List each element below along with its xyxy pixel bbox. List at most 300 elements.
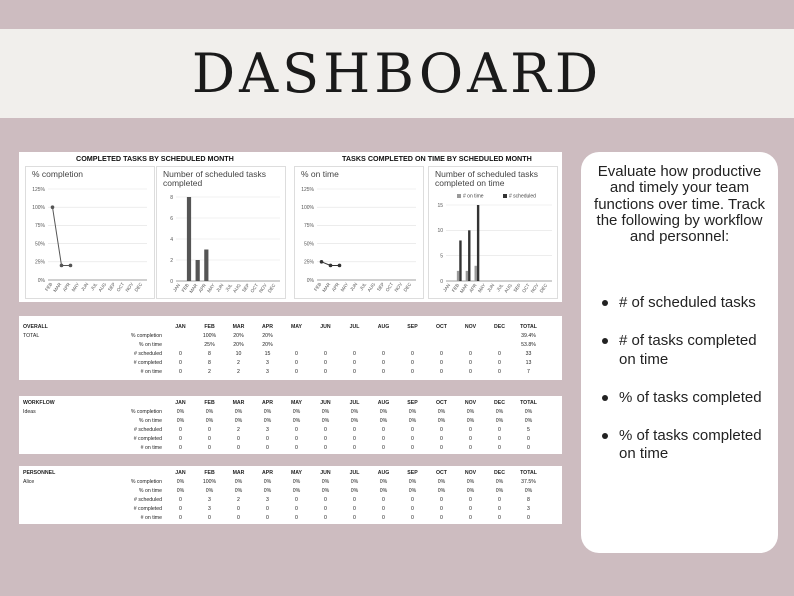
table-cell: 0 [382, 444, 385, 451]
table-cell: 2 [237, 497, 240, 504]
table-cell: 0 [179, 506, 182, 512]
table-cell: 0% [466, 418, 475, 425]
y-tick-label: 100% [301, 205, 314, 211]
table-cell: 0 [295, 506, 298, 512]
info-bullet-text: # of scheduled tasks [619, 294, 756, 311]
x-tick-label: JUL [224, 282, 234, 293]
x-tick-label: JUN [349, 281, 359, 292]
table-cell: 0 [353, 360, 356, 366]
table-cell: 0% [437, 409, 446, 416]
table-cell [166, 341, 195, 350]
table-cell [427, 341, 456, 350]
table-cell: 0% [437, 418, 446, 425]
table-cell: 0% [321, 479, 330, 486]
table-cell: 0 [411, 351, 414, 358]
table-cell: 0 [498, 368, 501, 375]
table-cell: 0 [295, 436, 298, 442]
table-cell: 0% [408, 409, 417, 416]
table-cell: 0 [179, 351, 182, 358]
info-bullet-list [581, 294, 771, 483]
bar [457, 271, 459, 281]
bullet-dot-icon [602, 338, 608, 344]
table-cell: 0 [382, 514, 385, 521]
table-cell: 0 [324, 368, 327, 375]
table-cell: 0% [234, 479, 243, 486]
y-tick-label: 125% [32, 186, 45, 193]
series-line [53, 207, 71, 265]
row-group-spacer [23, 435, 128, 444]
table-cell: 0 [295, 497, 298, 504]
month-header: JAN [175, 324, 186, 331]
month-header: SEP [407, 470, 418, 477]
table-row [23, 435, 543, 444]
table-cell: 0% [466, 409, 475, 416]
row-group-spacer [23, 513, 128, 522]
table-row [23, 332, 543, 341]
row-group-spacer [23, 426, 128, 435]
row-group-name: TOTAL [23, 333, 40, 340]
table-cell: 0 [179, 368, 182, 375]
table-cell: 0% [292, 409, 301, 416]
total-cell: 0 [527, 444, 530, 451]
x-tick-label: NOV [529, 282, 540, 294]
table-row [23, 478, 543, 487]
x-tick-label: JUN [215, 282, 225, 293]
table-cell: 0% [495, 479, 504, 486]
bar [466, 271, 468, 281]
table-cell: 0 [295, 444, 298, 451]
table-cell: 0 [324, 506, 327, 512]
table-cell: 0% [379, 409, 388, 416]
table-header-row [23, 323, 543, 332]
x-tick-label: OCT [249, 282, 260, 294]
x-tick-label: MAY [70, 281, 81, 293]
table-cell: 0 [498, 351, 501, 358]
x-tick-label: DEC [538, 282, 549, 294]
table-cell: 0 [266, 444, 269, 451]
month-header: OCT [436, 400, 447, 407]
metric-label: # completed [133, 506, 162, 512]
row-group-name: Ideas [23, 409, 36, 416]
on-time-rate-plot [295, 167, 423, 298]
table-cell: 100% [202, 479, 217, 486]
table-cell: 0 [237, 514, 240, 521]
table-header-row [23, 399, 543, 408]
bullet-dot-icon [602, 300, 608, 306]
x-tick-label: JUL [358, 281, 368, 292]
x-tick-label: SEP [241, 282, 251, 294]
table-cell: 0 [440, 427, 443, 434]
table-cell: 0% [350, 418, 359, 425]
table-cell: 0 [440, 444, 443, 451]
table-row [23, 505, 543, 514]
table-cell: 0% [350, 479, 359, 486]
on-time-tasks-plot [429, 167, 557, 298]
bullet-dot-icon [602, 395, 608, 401]
table-cell: 0 [440, 514, 443, 521]
x-tick-label: JUL [89, 281, 99, 292]
total-cell: 13 [525, 360, 532, 366]
table-cell: 0% [350, 488, 359, 495]
table-cell [340, 332, 369, 341]
total-cell: 0% [524, 409, 533, 416]
table-cell: 0% [176, 479, 185, 486]
month-header: APR [262, 470, 273, 477]
table-cell: 0% [292, 418, 301, 425]
row-group-spacer [23, 496, 128, 505]
legend-swatch [503, 194, 507, 198]
chart-title: % completion [32, 169, 84, 179]
month-header: JUN [320, 324, 331, 331]
metric-label: # scheduled [134, 351, 162, 358]
total-cell: 3 [527, 506, 530, 512]
info-bullet [581, 389, 771, 408]
section-label: PERSONNEL [23, 470, 56, 477]
total-cell: 53.8% [521, 342, 536, 349]
table-cell: 0 [382, 351, 385, 358]
x-tick-label: MAR [321, 281, 332, 293]
table-cell: 2 [237, 427, 240, 434]
month-header: JAN [175, 400, 186, 407]
header-spacer [128, 323, 166, 332]
total-cell: 5 [527, 427, 530, 434]
table-cell: 0% [292, 488, 301, 495]
bullet-dot-icon [602, 433, 608, 439]
on-time-tasks-chart [428, 166, 558, 299]
table-cell: 0 [179, 436, 182, 442]
x-tick-label: SEP [512, 282, 522, 294]
table-cell: 0% [466, 479, 475, 486]
bar [475, 266, 477, 281]
metric-label: # scheduled [134, 427, 162, 434]
x-tick-label: JAN [442, 282, 452, 293]
total-cell: 39.4% [521, 333, 536, 340]
x-tick-label: AUG [503, 282, 514, 294]
table-cell: 0 [382, 506, 385, 512]
metric-label: % on time [138, 418, 162, 425]
metric-label: # on time [140, 514, 162, 521]
row-group-spacer [23, 443, 128, 452]
table-cell: 0 [498, 427, 501, 434]
table-cell: 0% [408, 488, 417, 495]
table-cell: 10 [235, 351, 242, 358]
table-cell: 0% [176, 418, 185, 425]
x-tick-label: JUN [486, 282, 496, 293]
table-cell: 0% [263, 479, 272, 486]
page-title: DASHBOARD [191, 42, 603, 105]
month-header: NOV [464, 324, 477, 331]
metric-label: % completion [130, 409, 162, 416]
table-cell: 0 [324, 497, 327, 504]
row-group-spacer [23, 350, 128, 359]
y-tick-label: 75% [303, 223, 314, 230]
legend-label: # scheduled [509, 193, 536, 200]
info-bullet-text: % of tasks completed [619, 388, 762, 406]
table-cell: 0 [498, 436, 501, 442]
x-tick-label: AUG [232, 282, 242, 294]
table-cell: 0 [382, 497, 385, 504]
table-cell [456, 341, 485, 350]
bar [459, 240, 461, 281]
table-cell: 0% [205, 418, 214, 425]
section-label: OVERALL [23, 324, 48, 331]
table-cell: 0 [353, 368, 356, 375]
table-cell: 0 [353, 436, 356, 442]
table-cell: 0 [179, 360, 182, 366]
table-cell: 100% [202, 333, 217, 340]
y-tick-label: 15 [437, 202, 443, 209]
total-cell: 0 [527, 514, 530, 521]
month-header: APR [262, 324, 273, 331]
table-cell: 0% [408, 479, 417, 486]
table-cell: 0% [234, 409, 243, 416]
month-header: AUG [377, 400, 390, 407]
x-tick-label: APR [197, 282, 208, 294]
table-cell: 3 [266, 427, 269, 434]
table-cell: 0% [408, 418, 417, 425]
table-cell: 0 [382, 368, 385, 375]
table-cell: 0 [208, 436, 211, 442]
x-tick-label: FEB [180, 282, 190, 293]
data-point [329, 264, 333, 268]
table-cell: 0 [411, 506, 414, 512]
table-cell: 0% [495, 488, 504, 495]
month-header: JUN [320, 400, 331, 407]
header-spacer [128, 399, 166, 408]
table-cell: 0% [321, 488, 330, 495]
table-cell: 0% [437, 479, 446, 486]
x-tick-label: NOV [393, 281, 404, 293]
row-group-spacer [23, 367, 128, 376]
title-banner [0, 29, 794, 118]
completion-rate-chart [25, 166, 155, 299]
month-header: MAY [290, 324, 303, 331]
x-tick-label: APR [468, 282, 478, 294]
info-bullet [581, 427, 771, 464]
y-tick-label: 125% [301, 186, 314, 193]
metric-label: % on time [138, 488, 162, 495]
table-cell: 0 [469, 368, 472, 375]
month-header: FEB [204, 470, 215, 477]
table-cell: 0 [440, 351, 443, 358]
x-tick-label: JUL [495, 282, 505, 293]
table-cell: 0 [411, 427, 414, 434]
y-tick-label: 2 [170, 257, 173, 264]
x-tick-label: AUG [366, 281, 377, 293]
month-header: SEP [407, 324, 418, 331]
x-tick-label: MAY [206, 282, 216, 294]
x-tick-label: JAN [172, 282, 182, 293]
total-cell: 37.5% [521, 479, 536, 486]
table-cell: 2 [237, 368, 240, 375]
table-cell [282, 332, 311, 341]
data-point [320, 260, 324, 264]
month-header: DEC [494, 324, 505, 331]
table-row [23, 443, 543, 452]
table-cell: 0 [324, 427, 327, 434]
table-cell: 0 [498, 497, 501, 504]
table-cell [398, 341, 427, 350]
month-header: DEC [494, 400, 505, 407]
x-tick-label: DEC [133, 281, 144, 293]
table-cell: 0 [237, 436, 240, 442]
table-cell: 0% [234, 418, 243, 425]
table-row [23, 408, 543, 417]
month-header: JUL [349, 324, 360, 331]
table-cell: 0 [440, 506, 443, 512]
legend-swatch [457, 194, 461, 198]
month-header: JAN [175, 470, 186, 477]
table-cell: 0% [495, 418, 504, 425]
table-cell: 0 [440, 497, 443, 504]
x-tick-label: MAR [458, 282, 469, 294]
table-cell: 0 [295, 514, 298, 521]
x-tick-label: FEB [450, 282, 461, 293]
row-group-spacer [23, 417, 128, 426]
x-tick-label: FEB [44, 281, 54, 292]
month-header: JUL [349, 470, 360, 477]
table-cell: 0 [440, 436, 443, 442]
table-cell: 0 [498, 506, 501, 512]
table-row [23, 496, 543, 505]
info-card [581, 152, 778, 553]
month-header: MAR [232, 470, 245, 477]
table-row [23, 417, 543, 426]
table-cell [311, 341, 340, 350]
table-cell: 0 [266, 436, 269, 442]
info-intro: Evaluate how productive and timely your team functions over time. Track the following by workflow and personnel: [594, 163, 765, 246]
table-cell: 0 [179, 497, 182, 504]
table-cell: 0 [208, 427, 211, 434]
y-tick-label: 6 [170, 215, 173, 222]
table-cell: 0 [498, 514, 501, 521]
y-tick-label: 75% [34, 223, 45, 230]
month-header: DEC [494, 470, 505, 477]
table-cell [166, 332, 195, 341]
table-cell [369, 332, 398, 341]
table-row [23, 487, 543, 496]
table-cell: 0 [353, 444, 356, 451]
table-cell: 0% [263, 409, 272, 416]
overall-table [23, 323, 543, 376]
workflow-table-panel [19, 396, 562, 454]
total-header: TOTAL [520, 470, 537, 477]
section-label: WORKFLOW [23, 400, 55, 407]
personnel-table [23, 469, 543, 522]
x-tick-label: OCT [384, 281, 395, 293]
table-cell: 0 [179, 444, 182, 451]
month-header: MAR [232, 400, 245, 407]
x-tick-label: DEC [402, 281, 413, 293]
month-header: FEB [204, 400, 215, 407]
table-cell: 0 [469, 427, 472, 434]
table-cell: 0 [237, 506, 240, 512]
row-group-spacer [23, 359, 128, 368]
month-header: OCT [436, 324, 447, 331]
table-cell: 0% [205, 409, 214, 416]
table-cell: 0 [469, 444, 472, 451]
x-tick-label: SEP [375, 281, 386, 293]
table-cell: 0% [437, 488, 446, 495]
table-cell [398, 332, 427, 341]
table-header-row [23, 469, 543, 478]
y-tick-label: 100% [32, 205, 45, 211]
table-cell [456, 332, 485, 341]
table-row [23, 426, 543, 435]
table-cell: 0 [208, 514, 211, 521]
month-header: NOV [464, 400, 477, 407]
x-tick-label: APR [61, 281, 72, 293]
info-bullet [581, 294, 771, 313]
table-cell: 3 [208, 497, 211, 504]
bar [477, 205, 479, 281]
table-cell: 0 [179, 514, 182, 521]
x-tick-label: APR [330, 281, 341, 293]
table-cell [369, 341, 398, 350]
table-cell: 0 [353, 514, 356, 521]
x-tick-label: FEB [313, 281, 323, 292]
x-tick-label: JUN [80, 281, 90, 292]
y-tick-label: 25% [303, 259, 314, 266]
info-bullet-text: # of tasks completed on time [619, 332, 757, 368]
table-cell: 0% [495, 409, 504, 416]
x-tick-label: MAR [188, 282, 199, 294]
metric-label: % completion [130, 333, 162, 340]
month-header: NOV [464, 470, 477, 477]
metric-label: # scheduled [134, 497, 162, 504]
charts-panel [19, 152, 562, 302]
y-tick-label: 5 [440, 253, 443, 260]
month-header: OCT [436, 470, 447, 477]
y-tick-label: 25% [34, 259, 45, 266]
table-cell: 0 [469, 360, 472, 366]
total-cell: 8 [527, 497, 530, 504]
table-row [23, 513, 543, 522]
table-cell: 0 [324, 514, 327, 521]
completion-rate-plot [26, 167, 154, 298]
table-cell [311, 332, 340, 341]
total-cell: 0% [524, 418, 533, 425]
x-tick-label: MAY [339, 281, 350, 293]
table-cell [485, 341, 514, 350]
workflow-table [23, 399, 543, 452]
x-tick-label: OCT [521, 282, 531, 294]
row-group-spacer [23, 341, 128, 350]
personnel-table-panel [19, 466, 562, 524]
table-cell: 8 [208, 360, 211, 366]
total-header: TOTAL [520, 400, 537, 407]
data-point [338, 264, 342, 268]
table-cell: 0 [469, 351, 472, 358]
table-cell: 0 [295, 427, 298, 434]
metric-label: % on time [138, 342, 162, 349]
table-cell [282, 341, 311, 350]
x-tick-label: MAY [476, 282, 487, 294]
left-section-title: COMPLETED TASKS BY SCHEDULED MONTH [76, 154, 234, 163]
table-cell: 2 [208, 368, 211, 375]
table-cell: 0 [440, 360, 443, 366]
table-cell [340, 341, 369, 350]
table-cell [427, 332, 456, 341]
total-header: TOTAL [520, 324, 537, 331]
x-tick-label: DEC [266, 282, 277, 294]
chart-title: Number of scheduled tasks completed on time [435, 169, 538, 188]
row-group-spacer [23, 505, 128, 514]
table-cell: 0 [469, 436, 472, 442]
bar [204, 250, 208, 282]
y-tick-label: 0% [306, 277, 314, 284]
table-cell: 3 [266, 497, 269, 504]
